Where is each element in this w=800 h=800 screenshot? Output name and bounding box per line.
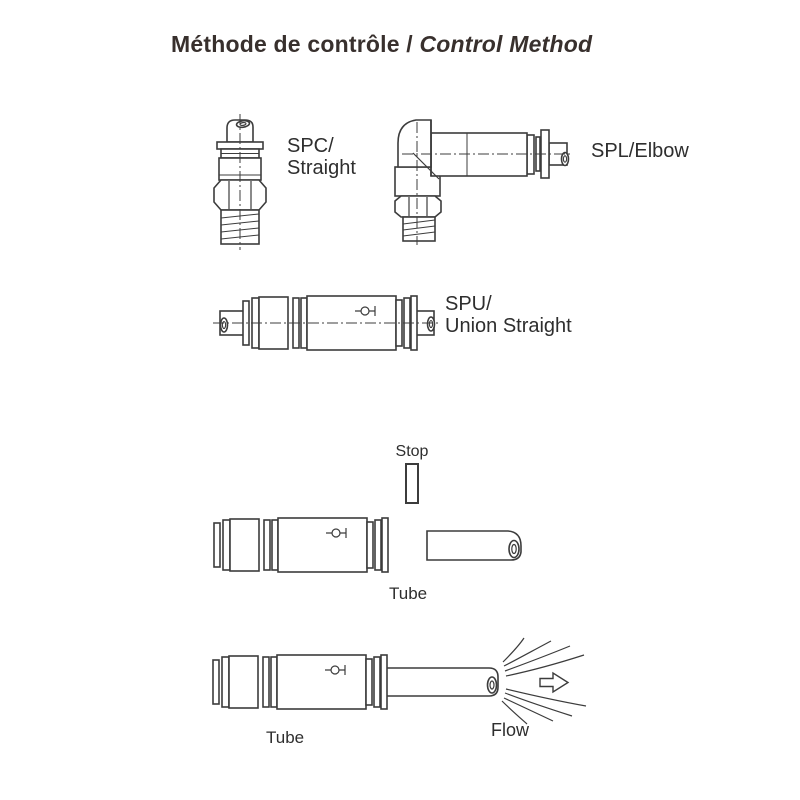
- tube-label-step1: Tube: [389, 584, 428, 603]
- title-separator: /: [399, 31, 420, 57]
- tube-drawing: [427, 531, 521, 560]
- tube-label-step2: Tube: [266, 728, 305, 747]
- spu-label: [445, 293, 572, 337]
- title-french: Méthode de contrôle: [171, 31, 400, 57]
- spl-elbow-drawing: [395, 120, 573, 245]
- spc-label-line1: SPC/: [287, 135, 334, 157]
- step2-assembled-drawing: [213, 638, 586, 724]
- spl-label-line1: SPL/Elbow: [591, 140, 689, 162]
- spu-label-line2: Union Straight: [445, 315, 572, 337]
- spc-label-line2: Straight: [287, 157, 356, 179]
- spl-label: [591, 140, 689, 162]
- flow-arrow-icon: [540, 673, 568, 692]
- assembled-tube-drawing: [380, 668, 498, 696]
- stop-plug-drawing: [406, 464, 418, 503]
- title-english: Control Method: [419, 31, 593, 57]
- flow-label: Flow: [491, 720, 530, 740]
- stop-label: Stop: [395, 443, 429, 460]
- step1-fitting-drawing: [214, 464, 521, 572]
- spc-straight-drawing: [214, 114, 266, 250]
- spc-label: [287, 135, 356, 179]
- spu-label-line1: SPU/: [445, 293, 492, 315]
- spu-union-straight-drawing: [213, 296, 441, 350]
